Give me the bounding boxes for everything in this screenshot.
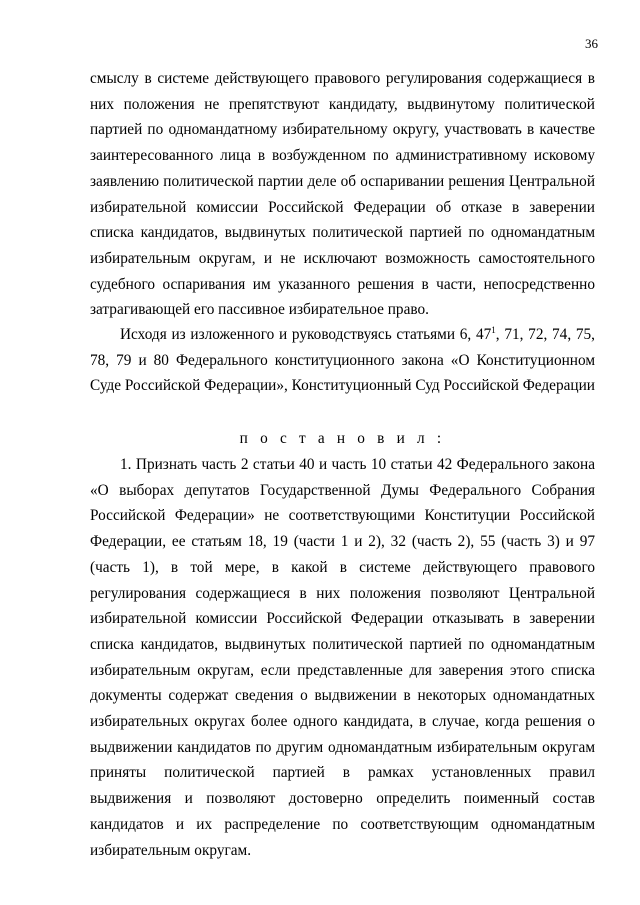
page-number: 36 <box>585 36 598 51</box>
continuation-paragraph: смыслу в системе действующего правового регулирования содержащиеся в них положения не препятствуют кандидату, выдвинутому политической партией по одномандатному избирательному округу, участвовать в качестве заинтересованного лица в возбужденном по административному исковому заявлению политической партии деле об оспаривании решения Центральной избирательной комиссии Российской Федерации об отказе в заверении списка кандидатов, выдвинутых политической партией по одномандатным избирательным округам, и не исключают возможность самостоятельного судебного оспаривания им указанного решения в части, непосредственно затрагивающей его пассивное избирательное право. <box>90 70 595 319</box>
basis-text-before: Исходя из изложенного и руководствуясь статьями 6, 47 <box>120 326 492 343</box>
article-superscript: 1 <box>491 325 496 335</box>
resolution-item-1: 1. Признать часть 2 статьи 40 и часть 10 статьи 42 Федерального закона «О выборах депутатов Государственной Думы Федерального Собрания Российской Федерации» не соответствующими Конституции Российской Федерации, ее статьям 18, 19 (части 1 и 2), 32 (часть 2), 55 (часть 3) и 97 (часть 1), в той мере, в какой в системе действующего правового регулирования содержащиеся в них положения позволяют Центральной избирательной комиссии Российской Федерации отказывать в заверении списка кандидатов, выдвинутых политической партией по одномандатным избирательным округам, если представленные для заверения этого списка документы содержат сведения о выдвижении в некоторых одномандатных избирательных округах более одного кандидата, в случае, когда решения о выдвижении кандидатов по другим одномандатным избирательным округам приняты политической партией в рамках установленных правил выдвижения и позволяют достоверно определить поименный состав кандидатов и их распределение по соответствующим одномандатным избирательным округам. <box>90 456 595 859</box>
basis-text-after: , 71, 72, 74, 75, 78, 79 и 80 Федерального конституционного закона «О Конституционном Суде Российской Федерации», Конституционный Суд Российской Федерации <box>90 326 596 395</box>
resolution-heading: п о с т а н о в и л : <box>239 430 446 447</box>
basis-paragraph <box>90 322 595 399</box>
